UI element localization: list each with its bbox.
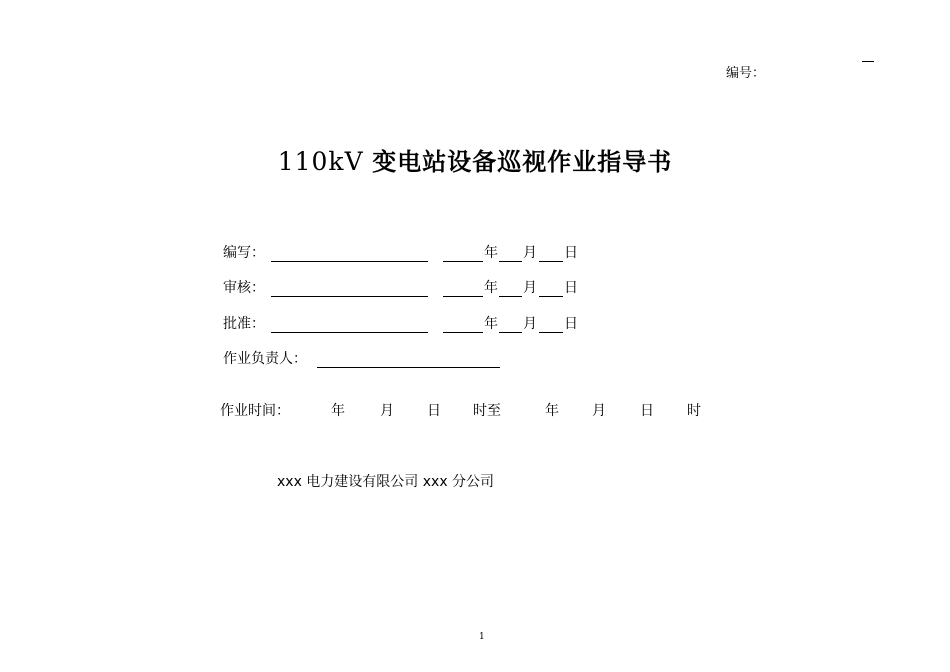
page-number: 1 [479,632,485,642]
year-blank[interactable] [443,261,483,262]
start-hour-label: 时至 [473,403,501,419]
month-label: 月 [523,280,537,296]
responsible-line[interactable] [317,367,500,368]
year-label: 年 [484,316,498,332]
company-name: xxx 电力建设有限公司 xxx 分公司 [277,474,495,490]
title-text: 变电站设备巡视作业指导书 [372,148,673,176]
day-label: 日 [564,280,578,296]
month-blank[interactable] [499,261,522,262]
month-blank[interactable] [499,296,522,297]
work-time-label: 作业时间： [220,403,290,419]
corner-dash [862,61,874,62]
start-year-label: 年 [331,403,345,419]
year-blank[interactable] [443,296,483,297]
month-label: 月 [523,245,537,261]
end-year-label: 年 [545,403,559,419]
end-hour-label: 时 [687,403,701,419]
document-number-label: 编号： [726,66,766,81]
signoff-label: 编写： [223,245,265,261]
day-label: 日 [564,245,578,261]
day-blank[interactable] [539,296,563,297]
signature-line[interactable] [271,261,428,262]
signature-line[interactable] [271,332,428,333]
signoff-label: 审核： [223,280,265,296]
end-month-label: 月 [592,403,606,419]
month-blank[interactable] [499,332,522,333]
day-blank[interactable] [539,261,563,262]
end-day-label: 日 [640,403,654,419]
document-title [0,142,950,177]
year-label: 年 [484,280,498,296]
start-month-label: 月 [380,403,394,419]
year-label: 年 [484,245,498,261]
day-blank[interactable] [539,332,563,333]
start-day-label: 日 [427,403,441,419]
day-label: 日 [564,316,578,332]
signoff-label: 批准： [223,316,265,332]
month-label: 月 [523,316,537,332]
responsible-label: 作业负责人： [223,351,307,367]
title-voltage: 110kV [277,147,364,176]
year-blank[interactable] [443,332,483,333]
signature-line[interactable] [271,296,428,297]
